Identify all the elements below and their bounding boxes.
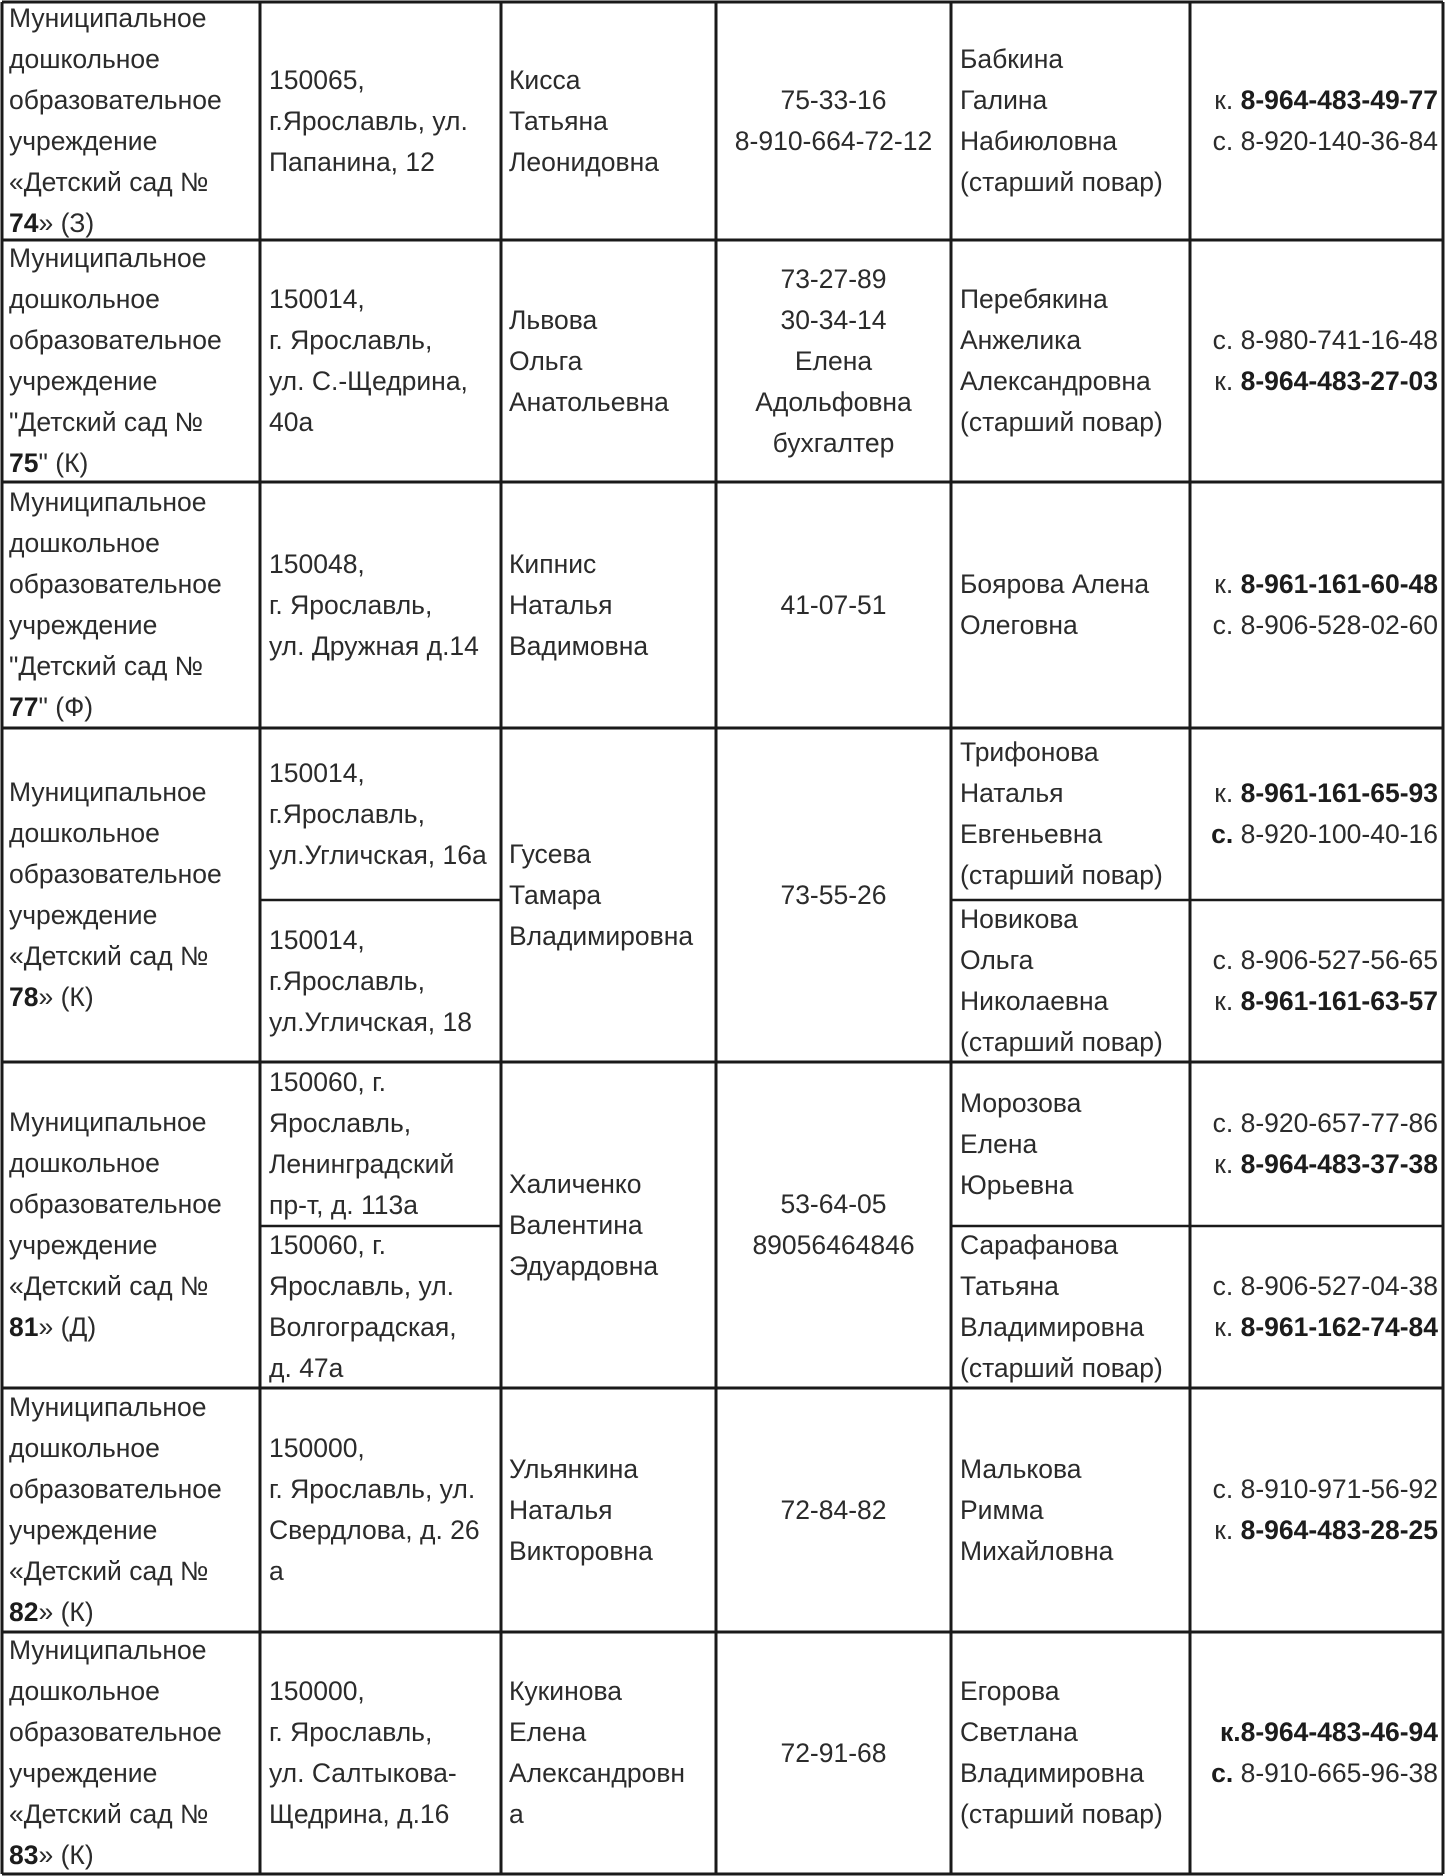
- institution-line: «Детский сад №: [9, 167, 209, 197]
- director-name-line: Ольга: [509, 345, 583, 376]
- contact-type-prefix: к.: [1214, 1515, 1241, 1545]
- address-line: г. Ярославль, ул.: [269, 1474, 476, 1504]
- kindergarten-type-suffix: » (К): [38, 982, 94, 1012]
- address-cell: [260, 900, 501, 1062]
- institution-line: учреждение: [9, 900, 158, 930]
- address-cell: [260, 728, 501, 900]
- address-line: ул. Салтыкова-: [269, 1758, 457, 1788]
- responsible-person-cell: [951, 1062, 1190, 1226]
- person-name-line: Набиюловна: [960, 126, 1118, 156]
- institution-number-line: [9, 687, 260, 728]
- kindergarten-number: 78: [9, 982, 39, 1012]
- phone-cell: [716, 728, 951, 1062]
- institution-line: образовательное: [9, 85, 222, 115]
- person-name-line: Римма: [960, 1494, 1044, 1525]
- director-cell: [501, 1388, 716, 1632]
- address-line: 150060, г.: [269, 1230, 386, 1260]
- institution-line: дошкольное: [9, 284, 160, 314]
- director-name-line: Гусева: [509, 838, 592, 869]
- phone-cell: [716, 482, 951, 728]
- contact-phone-number: 8-964-483-46-94: [1240, 1717, 1438, 1747]
- contact-line: [1213, 940, 1438, 981]
- contact-type-prefix: с.: [1212, 1271, 1241, 1301]
- institution-cell: [2, 1388, 260, 1632]
- address-line: г.Ярославль, ул.: [269, 105, 468, 136]
- phone-line: 72-84-82: [780, 1494, 887, 1525]
- contact-phone-number: 8-964-483-37-38: [1240, 1149, 1438, 1179]
- contact-line: [1211, 814, 1438, 855]
- director-name-line: Владимировна: [509, 920, 694, 951]
- person-name-line: Наталья: [960, 778, 1064, 808]
- institution-line: «Детский сад №: [9, 1556, 209, 1586]
- person-name-line: Николаевна: [960, 986, 1109, 1016]
- address-line: Ленинградский: [269, 1149, 455, 1179]
- contact-phone-number: 8-910-971-56-92: [1240, 1474, 1438, 1504]
- institution-line: учреждение: [9, 610, 158, 640]
- institution-line: образовательное: [9, 1474, 222, 1504]
- person-name-line: Александровна: [960, 366, 1151, 396]
- institution-line: учреждение: [9, 366, 158, 396]
- person-name-line: Татьяна: [960, 1271, 1059, 1301]
- phone-line: 72-91-68: [780, 1737, 887, 1768]
- kindergarten-number: 83: [9, 1840, 39, 1870]
- contacts-cell: [1190, 1632, 1443, 1874]
- phone-line: 73-55-26: [780, 879, 887, 910]
- phone-line: 73-27-89: [780, 263, 887, 294]
- address-line: 150014,: [269, 757, 365, 788]
- contact-type-prefix: к.: [1219, 1717, 1241, 1747]
- institution-line: образовательное: [9, 1189, 222, 1219]
- person-name-line: Сарафанова: [960, 1230, 1119, 1260]
- contacts-cell: [1190, 482, 1443, 728]
- contact-line: [1213, 1103, 1438, 1144]
- director-cell: [501, 240, 716, 482]
- contact-type-prefix: с.: [1211, 819, 1241, 849]
- institution-line: "Детский сад №: [9, 407, 204, 437]
- responsible-person-cell: [951, 900, 1190, 1062]
- contact-line: [1213, 121, 1438, 162]
- institution-line: дошкольное: [9, 44, 160, 74]
- responsible-person-cell: [951, 240, 1190, 482]
- contact-line: [1214, 1510, 1438, 1551]
- contacts-cell: [1190, 2, 1443, 240]
- address-line: г. Ярославль,: [269, 589, 433, 620]
- person-name-line: Юрьевна: [960, 1169, 1074, 1200]
- kindergarten-type-suffix: » (Д): [38, 1312, 97, 1342]
- address-line: ул. Дружная д.14: [269, 630, 479, 661]
- address-line: ул.Угличская, 16а: [269, 839, 487, 870]
- institution-cell: [2, 1062, 260, 1388]
- kindergarten-type-suffix: » (К): [38, 1597, 94, 1627]
- address-line: Волгоградская,: [269, 1312, 457, 1342]
- contact-phone-number: 8-910-665-96-38: [1240, 1758, 1438, 1788]
- institution-line: Муниципальное: [9, 487, 207, 517]
- institution-line: дошкольное: [9, 1676, 160, 1706]
- responsible-person-cell: [951, 1226, 1190, 1388]
- phone-cell: [716, 1632, 951, 1874]
- phone-line: 75-33-16: [780, 85, 887, 115]
- contact-line: [1214, 1144, 1438, 1185]
- institution-line: Муниципальное: [9, 777, 207, 807]
- institution-line: образовательное: [9, 569, 222, 599]
- director-name-line: Елена: [509, 1717, 587, 1747]
- person-name-line: Ольга: [960, 945, 1034, 975]
- institution-cell: [2, 728, 260, 1062]
- person-name-line: Перебякина: [960, 284, 1108, 314]
- director-cell: [501, 2, 716, 240]
- director-name-line: Халиченко: [509, 1168, 642, 1199]
- director-name-line: Викторовна: [509, 1535, 653, 1566]
- address-line: 150014,: [269, 924, 365, 955]
- person-name-line: Евгеньевна: [960, 819, 1103, 849]
- director-cell: [501, 482, 716, 728]
- phone-cell: [716, 240, 951, 482]
- contact-type-prefix: к.: [1214, 1149, 1241, 1179]
- kindergarten-type-suffix: » (К): [38, 1840, 94, 1870]
- institution-line: Муниципальное: [9, 3, 207, 33]
- institution-number-line: [9, 443, 260, 484]
- contact-line: [1214, 981, 1438, 1022]
- person-name-line: Малькова: [960, 1453, 1082, 1484]
- contact-phone-number: 8-964-483-49-77: [1240, 85, 1438, 115]
- contact-phone-number: 8-906-528-02-60: [1240, 610, 1438, 640]
- person-name-line: Галина: [960, 85, 1048, 115]
- contact-type-prefix: к.: [1214, 986, 1241, 1016]
- address-line: 150048,: [269, 548, 365, 579]
- contact-phone-number: 8-961-161-65-93: [1240, 778, 1438, 808]
- person-name-line: Елена: [960, 1128, 1038, 1159]
- director-name-line: Анатольевна: [509, 386, 669, 417]
- contact-line: [1213, 1266, 1438, 1307]
- director-name-line: Кукинова: [509, 1676, 622, 1706]
- institution-cell: [2, 1632, 260, 1874]
- contacts-cell: [1190, 240, 1443, 482]
- institution-line: «Детский сад №: [9, 1799, 209, 1829]
- kindergarten-number: 82: [9, 1597, 39, 1627]
- institution-line: дошкольное: [9, 1433, 160, 1463]
- phone-line: 8-910-664-72-12: [734, 126, 933, 156]
- contact-line: [1214, 361, 1438, 402]
- contact-phone-number: 8-906-527-04-38: [1240, 1271, 1438, 1301]
- institution-line: дошкольное: [9, 1148, 160, 1178]
- kindergarten-number: 74: [9, 208, 39, 238]
- contact-phone-number: 8-920-140-36-84: [1240, 126, 1438, 156]
- address-line: пр-т, д. 113а: [269, 1190, 419, 1220]
- address-line: Свердлова, д. 26: [269, 1515, 480, 1545]
- institution-line: образовательное: [9, 1717, 222, 1747]
- person-name-line: Боярова Алена: [960, 569, 1150, 599]
- institution-line: учреждение: [9, 126, 158, 156]
- address-cell: [260, 240, 501, 482]
- phone-cell: [716, 2, 951, 240]
- address-cell: [260, 482, 501, 728]
- director-name-line: Татьяна: [509, 105, 608, 136]
- responsible-person-cell: [951, 728, 1190, 900]
- address-line: г. Ярославль,: [269, 1717, 433, 1747]
- institution-line: Муниципальное: [9, 1635, 207, 1665]
- contact-phone-number: 8-961-161-63-57: [1240, 986, 1438, 1016]
- director-name-line: а: [509, 1799, 524, 1829]
- person-name-line: Михайловна: [960, 1535, 1114, 1566]
- contact-phone-number: 8-920-657-77-86: [1240, 1108, 1438, 1138]
- responsible-person-cell: [951, 2, 1190, 240]
- person-name-line: Владимировна: [960, 1312, 1145, 1342]
- kindergarten-number: 75: [9, 448, 39, 478]
- address-line: 40а: [269, 407, 314, 437]
- kindergarten-type-suffix: " (Ф): [38, 692, 94, 722]
- address-line: Щедрина, д.16: [269, 1799, 450, 1829]
- contact-phone-number: 8-964-483-27-03: [1240, 366, 1438, 396]
- kindergarten-number: 81: [9, 1312, 39, 1342]
- address-line: г.Ярославль,: [269, 798, 425, 829]
- institution-number-line: [9, 977, 260, 1018]
- phone-line: 53-64-05: [780, 1189, 887, 1219]
- director-name-line: Кисса: [509, 64, 581, 95]
- contact-type-prefix: с.: [1212, 945, 1241, 975]
- institution-number-line: [9, 1835, 260, 1876]
- contact-phone-number: 8-980-741-16-48: [1240, 325, 1438, 355]
- address-line: 150060, г.: [269, 1067, 386, 1097]
- institution-cell: [2, 240, 260, 482]
- contact-phone-number: 8-964-483-28-25: [1240, 1515, 1438, 1545]
- director-name-line: Наталья: [509, 589, 613, 620]
- contact-type-prefix: к.: [1214, 778, 1241, 808]
- person-name-line: Трифонова: [960, 737, 1099, 767]
- address-line: г.Ярославль,: [269, 965, 425, 996]
- contact-phone-number: 8-920-100-40-16: [1240, 819, 1438, 849]
- director-name-line: Ульянкина: [509, 1453, 639, 1484]
- contact-type-prefix: с.: [1212, 1108, 1241, 1138]
- contact-type-prefix: с.: [1212, 325, 1241, 355]
- director-name-line: Валентина: [509, 1209, 643, 1240]
- director-name-line: Эдуардовна: [509, 1250, 659, 1281]
- contact-line: [1213, 605, 1438, 646]
- director-cell: [501, 728, 716, 1062]
- director-name-line: Александровн: [509, 1758, 686, 1788]
- address-cell: [260, 1062, 501, 1226]
- address-line: д. 47а: [269, 1353, 344, 1383]
- institution-line: дошкольное: [9, 528, 160, 558]
- contacts-cell: [1190, 1226, 1443, 1388]
- contact-phone-number: 8-906-527-56-65: [1240, 945, 1438, 975]
- address-cell: [260, 1632, 501, 1874]
- address-cell: [260, 2, 501, 240]
- person-name-line: Морозова: [960, 1087, 1082, 1118]
- responsible-person-cell: [951, 1632, 1190, 1874]
- institution-line: дошкольное: [9, 818, 160, 848]
- contact-line: [1214, 80, 1438, 121]
- contact-line: [1213, 1469, 1438, 1510]
- institution-line: "Детский сад №: [9, 651, 204, 681]
- person-name-line: (старший повар): [960, 407, 1163, 437]
- kindergarten-type-suffix: » (З): [38, 208, 95, 238]
- contacts-cell: [1190, 900, 1443, 1062]
- institution-line: Муниципальное: [9, 1392, 207, 1422]
- institution-number-line: [9, 1592, 260, 1633]
- phone-line: 41-07-51: [780, 589, 887, 620]
- contact-type-prefix: к.: [1214, 366, 1241, 396]
- contact-type-prefix: с.: [1212, 126, 1241, 156]
- institution-line: образовательное: [9, 325, 222, 355]
- address-line: 150014,: [269, 284, 365, 314]
- address-line: ул. С.-Щедрина,: [269, 366, 468, 396]
- institution-line: образовательное: [9, 859, 222, 889]
- institution-number-line: [9, 1307, 260, 1348]
- contacts-cell: [1190, 1062, 1443, 1226]
- director-cell: [501, 1062, 716, 1388]
- contact-line: [1213, 320, 1438, 361]
- person-name-line: (старший повар): [960, 1799, 1163, 1829]
- phone-line: Адольфовна: [755, 386, 912, 417]
- institution-line: Муниципальное: [9, 1107, 207, 1137]
- director-cell: [501, 1632, 716, 1874]
- address-cell: [260, 1226, 501, 1388]
- address-line: 150000,: [269, 1676, 365, 1706]
- contact-line: [1214, 1307, 1438, 1348]
- address-line: г. Ярославль,: [269, 325, 433, 355]
- person-name-line: Бабкина: [960, 44, 1064, 74]
- phone-cell: [716, 1388, 951, 1632]
- director-name-line: Львова: [509, 304, 598, 335]
- person-name-line: Владимировна: [960, 1758, 1145, 1788]
- person-name-line: (старший повар): [960, 860, 1163, 890]
- institution-cell: [2, 482, 260, 728]
- responsible-person-cell: [951, 1388, 1190, 1632]
- contact-phone-number: 8-961-162-74-84: [1240, 1312, 1438, 1342]
- person-name-line: (старший повар): [960, 1027, 1163, 1057]
- institution-line: учреждение: [9, 1758, 158, 1788]
- address-line: 150000,: [269, 1433, 365, 1463]
- responsible-person-cell: [951, 482, 1190, 728]
- person-name-line: Олеговна: [960, 610, 1078, 640]
- contact-line: [1211, 1753, 1438, 1794]
- contact-type-prefix: к.: [1214, 85, 1241, 115]
- address-line: ул.Угличская, 18: [269, 1006, 473, 1037]
- contact-type-prefix: к.: [1214, 1312, 1241, 1342]
- phone-line: 30-34-14: [780, 304, 887, 335]
- person-name-line: Новикова: [960, 904, 1078, 934]
- institution-line: «Детский сад №: [9, 1271, 209, 1301]
- address-cell: [260, 1388, 501, 1632]
- contacts-cell: [1190, 1388, 1443, 1632]
- address-line: 150065,: [269, 64, 365, 95]
- contact-type-prefix: с.: [1212, 1474, 1241, 1504]
- director-name-line: Наталья: [509, 1494, 613, 1525]
- contact-line: [1214, 773, 1438, 814]
- phone-line: 89056464846: [752, 1230, 915, 1260]
- institution-line: Муниципальное: [9, 243, 207, 273]
- address-line: Ярославль,: [269, 1108, 412, 1138]
- person-name-line: Анжелика: [960, 325, 1082, 355]
- address-line: а: [269, 1556, 284, 1586]
- phone-cell: [716, 1062, 951, 1388]
- person-name-line: (старший повар): [960, 1353, 1163, 1383]
- contact-type-prefix: с.: [1212, 610, 1241, 640]
- person-name-line: Светлана: [960, 1717, 1078, 1747]
- director-name-line: Леонидовна: [509, 146, 659, 177]
- kindergarten-number: 77: [9, 692, 39, 722]
- contact-line: [1214, 564, 1438, 605]
- director-name-line: Кипнис: [509, 548, 597, 579]
- person-name-line: (старший повар): [960, 167, 1163, 197]
- director-name-line: Вадимовна: [509, 630, 649, 661]
- contact-type-prefix: с.: [1211, 1758, 1241, 1788]
- phone-line: Елена: [794, 345, 873, 376]
- institution-line: учреждение: [9, 1515, 158, 1545]
- person-name-line: Егорова: [960, 1676, 1060, 1706]
- contact-phone-number: 8-961-161-60-48: [1240, 569, 1438, 599]
- institution-line: «Детский сад №: [9, 941, 209, 971]
- kindergarten-type-suffix: " (К): [38, 448, 89, 478]
- institution-cell: [2, 2, 260, 240]
- address-line: Ярославль, ул.: [269, 1271, 455, 1301]
- institution-line: учреждение: [9, 1230, 158, 1260]
- director-name-line: Тамара: [509, 879, 602, 910]
- contact-type-prefix: к.: [1214, 569, 1241, 599]
- contacts-cell: [1190, 728, 1443, 900]
- address-line: Папанина, 12: [269, 146, 435, 177]
- phone-line: бухгалтер: [772, 427, 895, 458]
- contact-line: [1220, 1712, 1438, 1753]
